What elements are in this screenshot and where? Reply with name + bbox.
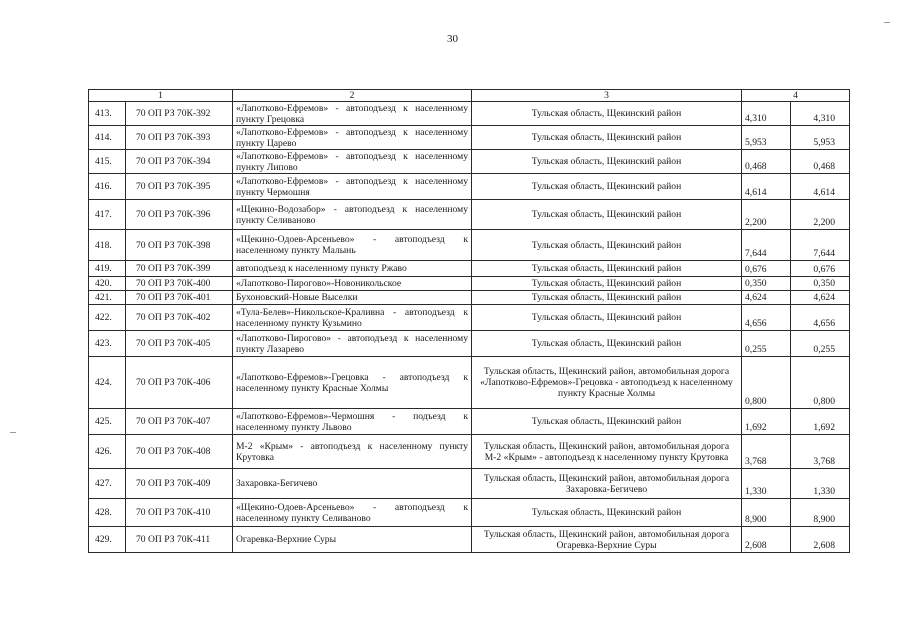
row-number: 418. (89, 230, 126, 261)
road-name: «Лапотково-Пирогово» - автоподъезд к населенному пункту Лазарево (233, 331, 472, 357)
header-col-1: 1 (89, 90, 233, 102)
road-name: М-2 «Крым» - автоподъезд к населенному пункту Крутовка (233, 435, 472, 469)
road-code: 70 ОП РЗ 70К-409 (126, 469, 233, 499)
road-length-total: 4,614 (791, 174, 850, 200)
road-code: 70 ОП РЗ 70К-405 (126, 331, 233, 357)
road-code: 70 ОП РЗ 70К-393 (126, 126, 233, 150)
road-location: Тульская область, Щекинский район (472, 291, 742, 305)
table-row (89, 200, 850, 230)
road-location: Тульская область, Щекинский район, автомобильная дорога Огаревка-Верхние Суры (472, 527, 742, 553)
row-number: 422. (89, 305, 126, 331)
road-length-total: 4,310 (791, 102, 850, 126)
table-row (89, 291, 850, 305)
table-row (89, 357, 850, 409)
road-code: 70 ОП РЗ 70К-406 (126, 357, 233, 409)
header-col-2: 2 (233, 90, 472, 102)
road-name: автоподъезд к населенному пункту Ржаво (233, 261, 472, 277)
table-row (89, 230, 850, 261)
road-length-total: 0,676 (791, 261, 850, 277)
road-code: 70 ОП РЗ 70К-410 (126, 499, 233, 527)
row-number: 417. (89, 200, 126, 230)
road-name: «Щекино-Одоев-Арсеньево» - автоподъезд к населенному пункту Селиваново (233, 499, 472, 527)
table-row (89, 527, 850, 553)
page-number: 30 (447, 33, 458, 45)
road-length-total: 4,656 (791, 305, 850, 331)
road-length: 5,953 (742, 126, 791, 150)
road-length: 4,624 (742, 291, 791, 305)
road-location: Тульская область, Щекинский район (472, 499, 742, 527)
road-name: «Лапотково-Ефремов» - автоподъезд к населенному пункту Липово (233, 150, 472, 174)
road-code: 70 ОП РЗ 70К-396 (126, 200, 233, 230)
row-number: 426. (89, 435, 126, 469)
row-number: 427. (89, 469, 126, 499)
road-length: 2,608 (742, 527, 791, 553)
road-code: 70 ОП РЗ 70К-400 (126, 277, 233, 291)
road-location: Тульская область, Щекинский район (472, 277, 742, 291)
road-length-total: 2,200 (791, 200, 850, 230)
row-number: 420. (89, 277, 126, 291)
table-row (89, 435, 850, 469)
road-location: Тульская область, Щекинский район (472, 261, 742, 277)
table-row (89, 499, 850, 527)
road-length-total: 1,692 (791, 409, 850, 435)
road-length: 1,692 (742, 409, 791, 435)
row-number: 428. (89, 499, 126, 527)
table-row (89, 261, 850, 277)
road-name: «Щекино-Водозабор» - автоподъезд к населенному пункту Селиваново (233, 200, 472, 230)
road-length-total: 0,800 (791, 357, 850, 409)
road-name: «Лапотково-Ефремов» - автоподъезд к населенному пункту Чермошня (233, 174, 472, 200)
road-code: 70 ОП РЗ 70К-407 (126, 409, 233, 435)
road-name: «Щекино-Одоев-Арсеньево» - автоподъезд к населенному пункту Малынь (233, 230, 472, 261)
road-name: Захаровка-Бегичево (233, 469, 472, 499)
row-number: 416. (89, 174, 126, 200)
road-length-total: 1,330 (791, 469, 850, 499)
road-location: Тульская область, Щекинский район, автомобильная дорога М-2 «Крым» - автоподъезд к населенному пункту Крутовка (472, 435, 742, 469)
road-name: «Лапотково-Ефремов» - автоподъезд к населенному пункту Грецовка (233, 102, 472, 126)
road-code: 70 ОП РЗ 70К-395 (126, 174, 233, 200)
road-length: 8,900 (742, 499, 791, 527)
road-name: «Лапотково-Ефремов» - автоподъезд к населенному пункту Царево (233, 126, 472, 150)
row-number: 414. (89, 126, 126, 150)
margin-mark-mid (10, 432, 16, 433)
road-location: Тульская область, Щекинский район (472, 409, 742, 435)
table-row (89, 469, 850, 499)
road-location: Тульская область, Щекинский район (472, 102, 742, 126)
table-row (89, 331, 850, 357)
row-number: 429. (89, 527, 126, 553)
road-location: Тульская область, Щекинский район (472, 331, 742, 357)
header-col-4: 4 (742, 90, 850, 102)
road-length: 0,468 (742, 150, 791, 174)
road-length-total: 4,624 (791, 291, 850, 305)
road-length-total: 0,468 (791, 150, 850, 174)
road-code: 70 ОП РЗ 70К-398 (126, 230, 233, 261)
road-length: 7,644 (742, 230, 791, 261)
road-length-total: 0,255 (791, 331, 850, 357)
road-name: «Лапотково-Ефремов»-Чермошня - подъезд к населенному пункту Львово (233, 409, 472, 435)
table-row (89, 150, 850, 174)
table-row (89, 102, 850, 126)
road-name: Огаревка-Верхние Суры (233, 527, 472, 553)
road-length-total: 5,953 (791, 126, 850, 150)
row-number: 425. (89, 409, 126, 435)
road-location: Тульская область, Щекинский район (472, 174, 742, 200)
road-length-total: 7,644 (791, 230, 850, 261)
road-location: Тульская область, Щекинский район, автомобильная дорога «Лапотково-Ефремов»-Грецовка - автоподъезд к населенному пункту Красные Холмы (472, 357, 742, 409)
road-location: Тульская область, Щекинский район (472, 126, 742, 150)
table-row (89, 126, 850, 150)
road-length: 0,255 (742, 331, 791, 357)
road-location: Тульская область, Щекинский район (472, 200, 742, 230)
road-length: 4,656 (742, 305, 791, 331)
road-length-total: 2,608 (791, 527, 850, 553)
road-code: 70 ОП РЗ 70К-402 (126, 305, 233, 331)
road-location: Тульская область, Щекинский район (472, 150, 742, 174)
road-length: 4,310 (742, 102, 791, 126)
header-col-3: 3 (472, 90, 742, 102)
road-length: 0,800 (742, 357, 791, 409)
row-number: 415. (89, 150, 126, 174)
road-length: 2,200 (742, 200, 791, 230)
road-length-total: 8,900 (791, 499, 850, 527)
row-number: 421. (89, 291, 126, 305)
road-length: 1,330 (742, 469, 791, 499)
road-length: 3,768 (742, 435, 791, 469)
header-row (89, 90, 850, 102)
road-name: «Лапотково-Ефремов»-Грецовка - автоподъезд к населенному пункту Красные Холмы (233, 357, 472, 409)
row-number: 413. (89, 102, 126, 126)
table-row (89, 277, 850, 291)
road-location: Тульская область, Щекинский район (472, 230, 742, 261)
row-number: 423. (89, 331, 126, 357)
road-length: 4,614 (742, 174, 791, 200)
road-name: Бухоновский-Новые Выселки (233, 291, 472, 305)
road-code: 70 ОП РЗ 70К-392 (126, 102, 233, 126)
road-name: «Тула-Белев»-Никольское-Краливна - автоподъезд к населенному пункту Кузьмино (233, 305, 472, 331)
road-code: 70 ОП РЗ 70К-394 (126, 150, 233, 174)
table-row (89, 174, 850, 200)
road-location: Тульская область, Щекинский район (472, 305, 742, 331)
road-name: «Лапотково-Пирогово»-Новоникольское (233, 277, 472, 291)
table-row (89, 305, 850, 331)
road-length: 0,350 (742, 277, 791, 291)
road-code: 70 ОП РЗ 70К-411 (126, 527, 233, 553)
table-row (89, 409, 850, 435)
row-number: 424. (89, 357, 126, 409)
road-length-total: 0,350 (791, 277, 850, 291)
road-location: Тульская область, Щекинский район, автомобильная дорога Захаровка-Бегичево (472, 469, 742, 499)
road-code: 70 ОП РЗ 70К-408 (126, 435, 233, 469)
road-code: 70 ОП РЗ 70К-399 (126, 261, 233, 277)
road-length: 0,676 (742, 261, 791, 277)
margin-mark-top (884, 22, 890, 23)
row-number: 419. (89, 261, 126, 277)
road-length-total: 3,768 (791, 435, 850, 469)
road-code: 70 ОП РЗ 70К-401 (126, 291, 233, 305)
roads-table (88, 89, 850, 553)
